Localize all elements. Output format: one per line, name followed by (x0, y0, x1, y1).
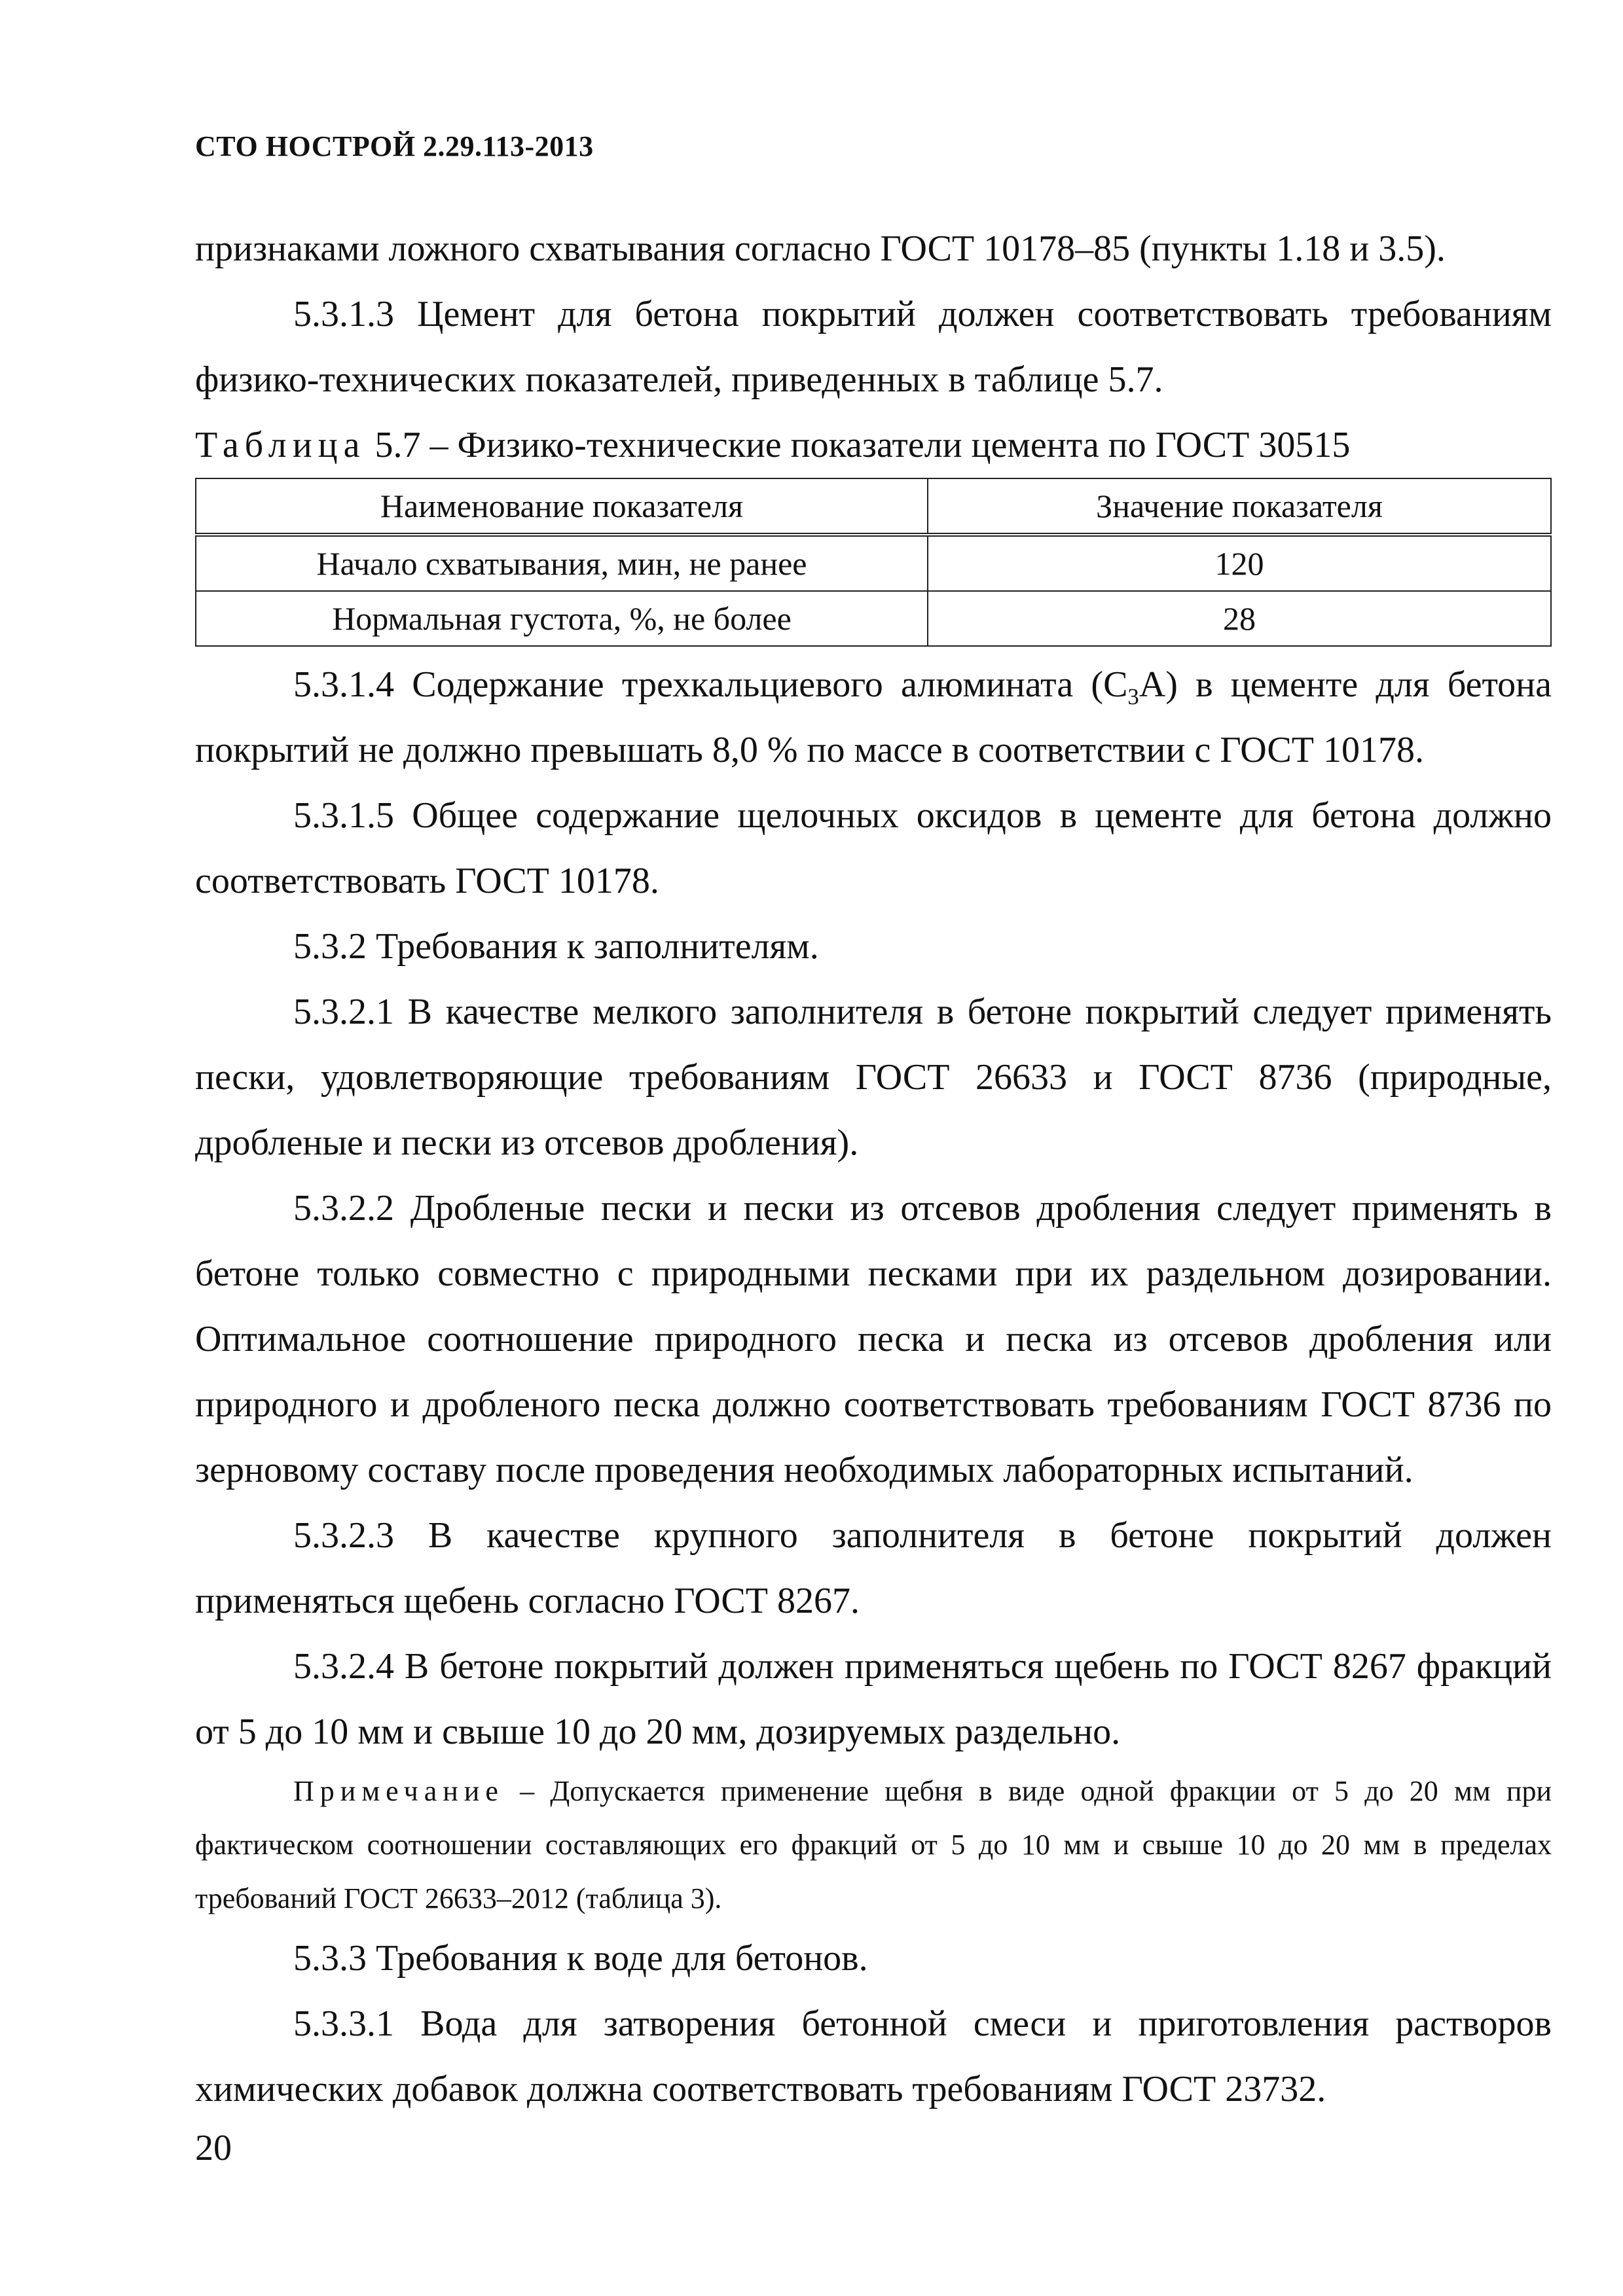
paragraph-5-3-3-1: 5.3.3.1 Вода для затворения бетонной смеси и приготовления растворов химических добавок должна соответствовать требованиям ГОСТ 23732. (195, 2003, 1552, 2109)
paragraph-continuation: признаками ложного схватывания согласно ГОСТ 10178–85 (пункты 1.18 и 3.5). (195, 228, 1446, 269)
table-header-row (196, 478, 1551, 535)
document-body (195, 216, 1552, 2122)
table-row (196, 591, 1551, 646)
table-header-cell: Наименование показателя (196, 478, 928, 535)
table-cell: 120 (928, 535, 1551, 591)
paragraph-5-3-3: 5.3.3 Требования к воде для бетонов. (293, 1938, 868, 1979)
table-header-cell: Значение показателя (928, 478, 1551, 535)
page-number: 20 (195, 2128, 232, 2168)
note (195, 1765, 1552, 1926)
table-cell: Нормальная густота, %, не более (196, 591, 928, 646)
document-header: СТО НОСТРОЙ 2.29.113-2013 (195, 130, 594, 162)
table-row (196, 535, 1551, 591)
paragraph-5-3-2-1: 5.3.2.1 В качестве мелкого заполнителя в бетоне покрытий следует применять пески, удовлетворяющие требованиям ГОСТ 26633 и ГОСТ 8736 (природные, дробленые и пески из отсевов дробления). (195, 992, 1552, 1163)
subscript-3: 3 (1127, 684, 1139, 710)
paragraph-text: A) в цементе для бетона покрытий не должно превышать 8,0 % по массе в соответствии с ГОСТ 10178. (195, 664, 1552, 770)
paragraph-5-3-2-3: 5.3.2.3 В качестве крупного заполнителя в бетоне покрытий должен применяться щебень согласно ГОСТ 8267. (195, 1515, 1552, 1621)
paragraph-5-3-2-4: 5.3.2.4 В бетоне покрытий должен применяться щебень по ГОСТ 8267 фракций от 5 до 10 мм и свыше 10 до 20 мм, дозируемых раздельно. (195, 1646, 1552, 1752)
paragraph-5-3-2: 5.3.2 Требования к заполнителям. (293, 926, 819, 967)
paragraph-5-3-1-3: 5.3.1.3 Цемент для бетона покрытий должен соответствовать требованиям физико-технических показателей, приведенных в таблице 5.7. (195, 294, 1552, 400)
table-caption (195, 412, 1552, 478)
paragraph-5-3-1-5: 5.3.1.5 Общее содержание щелочных оксидов в цементе для бетона должно соответствовать ГОСТ 10178. (195, 795, 1552, 901)
paragraph-text: 5.3.1.4 Содержание трехкальциевого алюмината (C (293, 664, 1128, 705)
table-caption-text: 5.7 – Физико-технические показатели цемента по ГОСТ 30515 (365, 425, 1351, 465)
paragraph-5-3-1-4 (195, 652, 1552, 783)
cement-properties-table (195, 478, 1552, 647)
paragraph-5-3-2-2: 5.3.2.2 Дробленые пески и пески из отсевов дробления следует применять в бетоне только совместно с природными песками при их раздельном дозировании. Оптимальное соотношение природного песка и песка из отсевов дробления или природного и дробленого песка должно соответствовать требованиям ГОСТ 8736 по зерновому составу после проведения необходимых лабораторных испытаний. (195, 1188, 1552, 1490)
note-text: – Допускается применение щебня в виде одной фракции от 5 до 20 мм при фактическом соотношении составляющих его фракций от 5 до 10 мм и свыше 10 до 20 мм в пределах требований ГОСТ 26633–2012 (таблица 3). (195, 1775, 1552, 1914)
table-caption-label: Таблица (195, 425, 366, 465)
table-cell: 28 (928, 591, 1551, 646)
note-label: Примечание (293, 1775, 504, 1807)
table-cell: Начало схватывания, мин, не ранее (196, 535, 928, 591)
